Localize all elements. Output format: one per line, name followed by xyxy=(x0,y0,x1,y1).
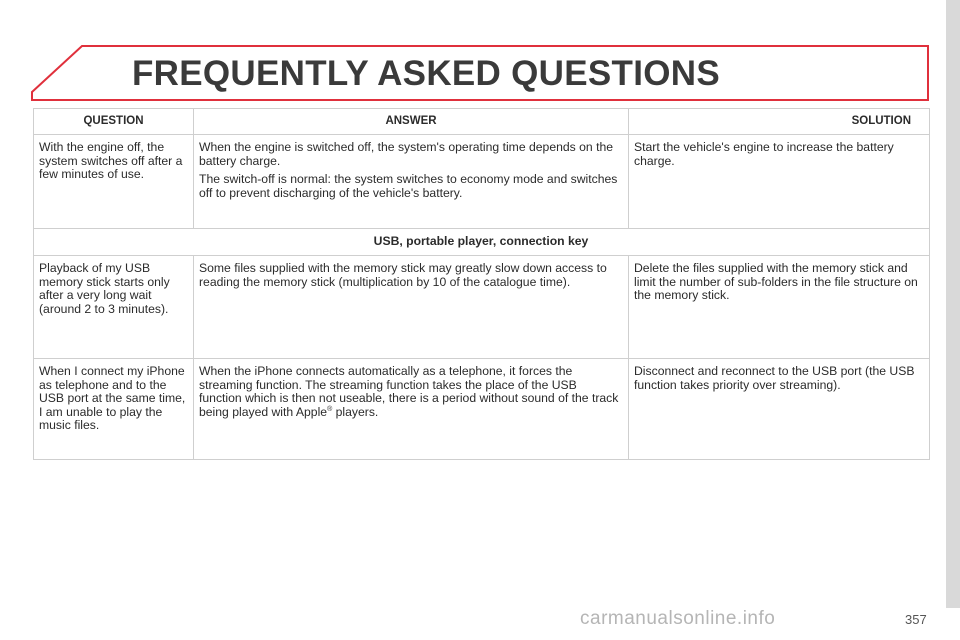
answer-text: When the iPhone connects automatically as a telephone, it forces the streaming function. The streaming function takes the place of the USB function which is then not useable, there is a period without sound of the track being played with Apple xyxy=(199,364,619,419)
answer-cell xyxy=(194,135,629,229)
answer-text-tail: players. xyxy=(332,404,379,419)
table-row xyxy=(34,256,930,359)
faq-table xyxy=(33,108,930,460)
answer-paragraph: When the engine is switched off, the system's operating time depends on the battery charge. xyxy=(199,140,614,168)
solution-cell: Start the vehicle's engine to increase the battery charge. xyxy=(629,135,930,229)
answer-paragraph: The switch-off is normal: the system switches to economy mode and switches off to prevent discharging of the vehicle's battery. xyxy=(199,172,618,200)
table-row xyxy=(34,135,930,229)
question-cell: Playback of my USB memory stick starts only after a very long wait (around 2 to 3 minutes). xyxy=(34,256,194,359)
answer-cell: Some files supplied with the memory stick may greatly slow down access to reading the memory stick (multiplication by 10 of the catalogue time). xyxy=(194,256,629,359)
question-cell: With the engine off, the system switches off after a few minutes of use. xyxy=(34,135,194,229)
solution-cell: Disconnect and reconnect to the USB port (the USB function takes priority over streaming). xyxy=(629,359,930,460)
page-title: FREQUENTLY ASKED QUESTIONS xyxy=(132,54,720,93)
solution-cell: Delete the files supplied with the memory stick and limit the number of sub-folders in the file structure on the memory stick. xyxy=(629,256,930,359)
table-row xyxy=(34,359,930,460)
watermark: carmanualsonline.info xyxy=(580,608,776,629)
title-banner xyxy=(0,0,960,110)
table-header-row xyxy=(34,109,930,135)
header-solution: SOLUTION xyxy=(629,109,930,135)
section-heading: USB, portable player, connection key xyxy=(34,229,930,256)
question-cell: When I connect my iPhone as telephone and to the USB port at the same time, I am unable to play the music files. xyxy=(34,359,194,460)
answer-cell xyxy=(194,359,629,460)
section-row xyxy=(34,229,930,256)
page-number: 357 xyxy=(905,612,927,627)
header-question: QUESTION xyxy=(34,109,194,135)
header-answer: ANSWER xyxy=(194,109,629,135)
registered-mark: ® xyxy=(327,405,333,413)
